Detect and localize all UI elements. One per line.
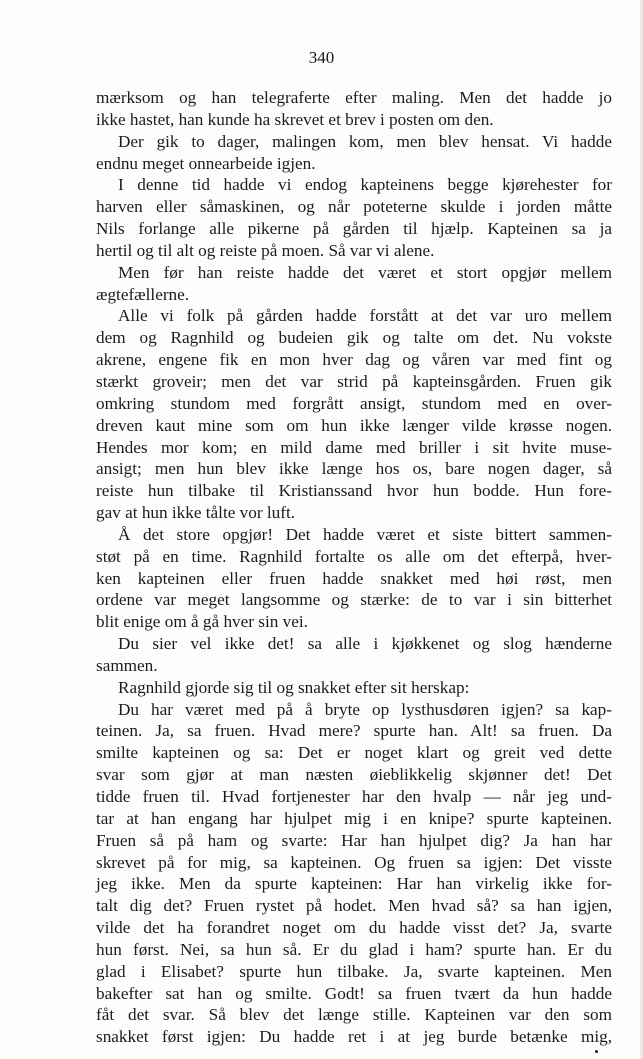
text-line: Alle vi folk på gården hadde forstått at det var uro mellem <box>118 306 612 326</box>
text-line: teinen. Ja, sa fruen. Hvad mere? spurte han. Alt! sa fruen. Da <box>96 721 612 741</box>
text-line: tidde fruen til. Hvad fortjenester har den hvalp — når jeg und- <box>96 787 612 806</box>
text-line: mærksom og han telegraferte efter maling. Men det hadde jo <box>96 88 612 107</box>
text-line: Der gik to dager, malingen kom, men blev hensat. Vi hadde <box>118 131 612 151</box>
text-line: Du sier vel ikke det! sa alle i kjøkkenet og slog hænderne <box>118 634 612 654</box>
text-line: ikke hastet, han kunde ha skrevet et brev i posten om den. <box>96 109 494 129</box>
text-line: vilde det ha forandret noget om du hadde visst det? Ja, svarte <box>96 918 612 938</box>
text-line: reiste hun tilbake til Kristianssand hvor hun bodde. Hun fore- <box>96 481 612 501</box>
text-line: stærkt groveir; men det var strid på kapteinsgården. Fruen gik <box>96 371 612 391</box>
text-line: ordene var meget langsomme og stærke: de to var i sin bitterhet <box>96 590 612 610</box>
text-line: støt på en time. Ragnhild fortalte os alle om det efterpå, hver- <box>96 546 612 566</box>
text-line: ken kapteinen eller fruen hadde snakket med høi røst, men <box>96 568 612 588</box>
text-line: endnu meget onnearbeide igjen. <box>96 153 316 173</box>
text-line: Nils forlange alle pikerne på gården til hjælp. Kapteinen sa ja <box>96 219 612 239</box>
text-line: snakket først igjen: Du hadde ret i at jeg burde betænke mig, <box>96 1027 612 1047</box>
text-line: gav at hun ikke tålte vor luft. <box>96 503 296 523</box>
text-line: hertil og til alt og reiste på moen. Så var vi alene. <box>96 240 435 260</box>
text-line: ansigt; men hun blev ikke længe hos os, bare nogen dager, så <box>96 459 612 479</box>
text-line: skrevet på for mig, sa kapteinen. Og fruen sa igjen: Det visste <box>96 852 612 872</box>
text-line: Hendes mor kom; en mild dame med briller i sit hvite muse- <box>96 437 612 457</box>
text-line: Ragnhild gjorde sig til og snakket efter sit herskap: <box>118 677 470 697</box>
text-line: omkring stundom med forgrått ansigt, stundom med en over- <box>96 393 612 413</box>
text-line: svar som gjør at man næsten øieblikkelig skjønner det! Det <box>96 765 612 785</box>
text-line: Du har været med på å bryte op lysthusdøren igjen? sa kap- <box>118 699 612 719</box>
text-line: bakefter sat han og smilte. Godt! sa fruen tvært da hun hadde <box>96 983 612 1003</box>
text-line: jeg ikke. Men da spurte kapteinen: Har han virkelig ikke for- <box>96 874 612 894</box>
text-line: Å det store opgjør! Det hadde været et siste bittert sammen- <box>118 524 612 544</box>
text-line: ægtefællerne. <box>96 284 190 304</box>
text-line: glad i Elisabet? spurte hun tilbake. Ja, svarte kapteinen. Men <box>96 961 612 981</box>
text-line: dreven kaut mine som om hun ikke længer vilde krøsse nogen. <box>96 415 612 435</box>
ink-speck <box>595 1050 598 1053</box>
text-line: blit enige om å gå hver sin vei. <box>96 612 308 632</box>
text-line: akrene, engene fik en mon hver dag og våren var med fint og <box>96 350 612 370</box>
text-line: hun først. Nei, sa hun så. Er du glad i ham? spurte han. Er du <box>96 939 612 959</box>
text-line: harven eller såmaskinen, og når poteterne skulde i jorden måtte <box>96 197 612 217</box>
text-line: dem og Ragnhild og budeien gik og talte om det. Nu vokste <box>96 328 612 348</box>
text-line: smilte kapteinen og sa: Det er noget klart og greit ved dette <box>96 743 612 763</box>
text-line: Fruen så på ham og svarte: Har han hjulpet dig? Ja han har <box>96 830 612 850</box>
text-line: I denne tid hadde vi endog kapteinens begge kjørehester for <box>118 175 612 195</box>
page-number: 340 <box>308 48 335 67</box>
text-line: tar at han engang har hjulpet mig i en knipe? spurte kapteinen. <box>96 808 612 828</box>
body-text <box>96 87 612 1048</box>
text-line: talt dig det? Fruen rystet på hodet. Men hvad så? sa han igjen, <box>96 896 612 916</box>
text-line: fåt det svar. Så blev det længe stille. Kapteinen var den som <box>96 1005 612 1025</box>
text-line: Men før han reiste hadde det været et stort opgjør mellem <box>118 262 612 282</box>
text-line: sammen. <box>96 655 158 675</box>
